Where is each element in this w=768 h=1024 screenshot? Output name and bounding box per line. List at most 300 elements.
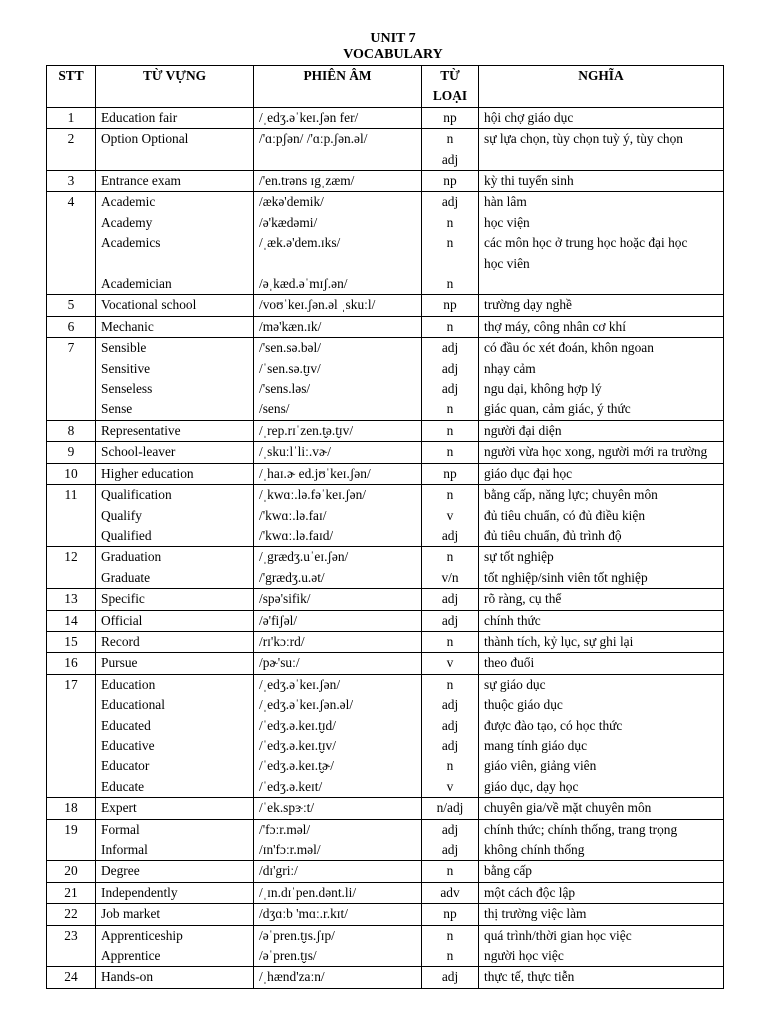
row-number: 12 (47, 547, 96, 589)
meaning-text-cell (479, 925, 724, 967)
word-type: adj (441, 737, 459, 753)
meaning-text-cell (479, 610, 724, 631)
phonetic-text-cell (254, 653, 422, 674)
vocabulary-word: Educational (101, 697, 165, 713)
phonetic-text: /ækə'demik/ (259, 194, 324, 210)
phonetic-text: /voʊˈkeɪ.ʃən.əl ˌskuːl/ (259, 297, 376, 313)
table-row (47, 610, 724, 631)
meaning-text-cell (479, 316, 724, 337)
meaning-text: mang tính giáo dục (484, 737, 588, 753)
meaning-text: rõ ràng, cụ thể (484, 591, 562, 607)
phonetic-text: /ˌgrædʒ.uˈeɪ.ʃən/ (259, 549, 349, 565)
phonetic-text: /əˈpren.t̬ɪs/ (259, 948, 317, 964)
vocabulary-table (46, 65, 724, 989)
vocabulary-word: Sense (101, 401, 133, 417)
phonetic-text: /sens/ (259, 401, 290, 417)
table-row (47, 674, 724, 797)
blank-line (427, 254, 473, 274)
phonetic-text: /ˌhænd'zaːn/ (259, 969, 325, 985)
vocabulary-word-cell (96, 420, 254, 441)
phonetic-text: /ˌedʒ.əˈkeɪ.ʃən fer/ (259, 109, 359, 125)
vocabulary-word: Sensible (101, 340, 147, 356)
word-type: adj (441, 527, 459, 543)
phonetic-text: /mə'kæn.ɪk/ (259, 318, 322, 334)
header-stt: STT (47, 66, 96, 108)
row-number: 17 (47, 674, 96, 797)
meaning-text: người vừa học xong, người mới ra trường (484, 444, 708, 460)
table-row (47, 316, 724, 337)
row-number: 14 (47, 610, 96, 631)
meaning-text: giáo dục, dạy học (484, 778, 579, 794)
phonetic-text: /ˌæk.ə'dem.ɪks/ (259, 235, 341, 251)
vocabulary-word: Independently (101, 884, 178, 900)
word-type-cell (422, 589, 479, 610)
word-type-cell (422, 819, 479, 861)
meaning-text: các môn học ở trung học hoặc đại học (484, 235, 688, 251)
table-row (47, 442, 724, 463)
meaning-text: chính thức; chính thống, trang trọng (484, 821, 678, 837)
phonetic-text: /ˌɪn.dɪˈpen.dənt.li/ (259, 884, 357, 900)
unit-title: UNIT 7 (370, 31, 416, 46)
meaning-text-cell (479, 338, 724, 421)
meaning-text: chính thức (484, 612, 541, 628)
phonetic-text: /ˌkwɑː.lə.fəˈkeɪ.ʃən/ (259, 487, 367, 503)
meaning-text-cell (479, 420, 724, 441)
word-type: adj (441, 717, 459, 733)
meaning-text-cell (479, 192, 724, 295)
table-row (47, 295, 724, 316)
word-type: np (443, 465, 457, 481)
phonetic-text-cell (254, 171, 422, 192)
meaning-text: kỳ thi tuyển sinh (484, 173, 574, 189)
meaning-text: quá trình/thời gian học việc (484, 927, 632, 943)
vocabulary-word-cell (96, 610, 254, 631)
meaning-text-cell (479, 463, 724, 484)
vocabulary-word: Official (101, 612, 143, 628)
word-type-cell (422, 610, 479, 631)
meaning-text: thợ máy, công nhân cơ khí (484, 318, 626, 334)
row-number: 24 (47, 967, 96, 988)
header-meaning: NGHĨA (479, 66, 724, 108)
vocabulary-word: Mechanic (101, 318, 154, 334)
meaning-text: sự lựa chọn, tùy chọn tuỳ ý, tùy chọn (484, 131, 683, 147)
meaning-text: thành tích, kỷ lục, sự ghi lại (484, 633, 634, 649)
word-type: v (446, 778, 454, 794)
word-type: n (446, 927, 454, 943)
vocabulary-word: Education (101, 676, 156, 692)
word-type-cell (422, 925, 479, 967)
vocabulary-word: Educator (101, 758, 150, 774)
word-type: n (446, 235, 454, 251)
phonetic-text-cell (254, 442, 422, 463)
phonetic-text-cell (254, 925, 422, 967)
table-row (47, 192, 724, 295)
word-type: n (446, 948, 454, 964)
phonetic-text: /ˌedʒ.əˈkeɪ.ʃən/ (259, 676, 341, 692)
phonetic-text-cell (254, 192, 422, 295)
meaning-text: người đại diện (484, 422, 562, 438)
table-row (47, 547, 724, 589)
vocabulary-word: Representative (101, 422, 181, 438)
phonetic-text-cell (254, 463, 422, 484)
vocabulary-word: Qualified (101, 527, 152, 543)
meaning-text: được đào tạo, có học thức (484, 717, 623, 733)
phonetic-text: /dɪ'griː/ (259, 863, 298, 879)
table-row (47, 338, 724, 421)
phonetic-text: /'grædʒ.u.ət/ (259, 569, 325, 585)
meaning-text: hội chợ giáo dục (484, 109, 574, 125)
vocabulary-word: Senseless (101, 381, 153, 397)
phonetic-text-cell (254, 338, 422, 421)
meaning-text-cell (479, 631, 724, 652)
phonetic-text-cell (254, 967, 422, 988)
row-number: 7 (47, 338, 96, 421)
vocabulary-word-cell (96, 967, 254, 988)
word-type: adj (441, 842, 459, 858)
vocabulary-word-cell (96, 631, 254, 652)
word-type: n (446, 487, 454, 503)
word-type: adv (440, 884, 460, 900)
vocabulary-word-cell (96, 171, 254, 192)
phonetic-text: /ˌhaɪ.ɚ ed.jʊˈkeɪ.ʃən/ (259, 465, 371, 481)
phonetic-text-cell (254, 819, 422, 861)
meaning-text: thuộc giáo dục (484, 697, 563, 713)
word-type: adj (441, 340, 459, 356)
meaning-text: sự tốt nghiệp (484, 549, 554, 565)
vocabulary-word: Formal (101, 821, 140, 837)
phonetic-text: /ə'fiʃəl/ (259, 612, 298, 628)
word-type: adj (441, 969, 459, 985)
phonetic-text: /ˈek.spɝːt/ (259, 800, 315, 816)
meaning-text: chuyên gia/về mặt chuyên môn (484, 800, 652, 816)
word-type: n (446, 444, 454, 460)
word-type: n (446, 758, 454, 774)
phonetic-text-cell (254, 129, 422, 171)
word-type: adj (441, 821, 459, 837)
word-type: n/adj (436, 800, 464, 816)
phonetic-text-cell (254, 547, 422, 589)
phonetic-text-cell (254, 485, 422, 547)
phonetic-text-cell (254, 882, 422, 903)
vocabulary-word-cell (96, 547, 254, 589)
table-row (47, 861, 724, 882)
vocabulary-word-cell (96, 925, 254, 967)
phonetic-text: /ˈedʒ.ə.keɪ.t̬ɪd/ (259, 717, 336, 733)
vocabulary-word: Qualify (101, 507, 142, 523)
word-type-cell (422, 295, 479, 316)
word-type: adj (441, 697, 459, 713)
table-row (47, 904, 724, 925)
meaning-text-cell (479, 589, 724, 610)
table-body (47, 107, 724, 988)
meaning-text-cell (479, 295, 724, 316)
phonetic-text: /'sen.sə.bəl/ (259, 340, 321, 356)
row-number: 1 (47, 107, 96, 128)
vocabulary-word-cell (96, 463, 254, 484)
word-type-cell (422, 631, 479, 652)
phonetic-text: /'ɑːpʃən/ /'ɑːp.ʃən.əl/ (259, 131, 368, 147)
blank-line (101, 254, 248, 274)
word-type-cell (422, 129, 479, 171)
phonetic-text: /ɪn'fɔːr.məl/ (259, 842, 321, 858)
table-row (47, 589, 724, 610)
meaning-text-cell (479, 653, 724, 674)
vocabulary-word: Educated (101, 717, 151, 733)
vocabulary-word: Vocational school (101, 297, 197, 313)
vocabulary-word: Entrance exam (101, 173, 181, 189)
row-number: 2 (47, 129, 96, 171)
phonetic-text: /ˌedʒ.əˈkeɪ.ʃən.əl/ (259, 697, 354, 713)
word-type-cell (422, 547, 479, 589)
vocabulary-word: Pursue (101, 655, 138, 671)
vocabulary-word-cell (96, 485, 254, 547)
table-row (47, 631, 724, 652)
row-number: 4 (47, 192, 96, 295)
meaning-text: theo đuổi (484, 655, 535, 671)
phonetic-text: /ˈsen.sə.t̬ɪv/ (259, 360, 321, 376)
vocabulary-word: Option Optional (101, 131, 189, 147)
phonetic-text: /'kwɑː.lə.faɪ/ (259, 507, 327, 523)
meaning-text-cell (479, 171, 724, 192)
word-type-cell (422, 463, 479, 484)
vocabulary-word: Educative (101, 737, 155, 753)
word-type: n (446, 318, 454, 334)
word-type: n (446, 131, 454, 147)
vocabulary-word: Education fair (101, 109, 178, 125)
vocabulary-word-cell (96, 904, 254, 925)
phonetic-text: /əˌkæd.əˈmɪʃ.ən/ (259, 276, 348, 292)
meaning-text: trường dạy nghề (484, 297, 572, 313)
table-row (47, 882, 724, 903)
phonetic-text: /pɚ'suː/ (259, 655, 300, 671)
vocabulary-word-cell (96, 129, 254, 171)
vocabulary-word: Record (101, 633, 140, 649)
phonetic-text-cell (254, 674, 422, 797)
word-type: adj (441, 591, 459, 607)
vocabulary-word-cell (96, 192, 254, 295)
row-number: 9 (47, 442, 96, 463)
word-type-cell (422, 882, 479, 903)
vocabulary-word-cell (96, 589, 254, 610)
meaning-text: đủ tiêu chuẩn, có đủ điều kiện (484, 507, 646, 523)
phonetic-text-cell (254, 798, 422, 819)
meaning-text-cell (479, 674, 724, 797)
word-type-cell (422, 338, 479, 421)
phonetic-text-cell (254, 295, 422, 316)
meaning-text-cell (479, 442, 724, 463)
vocabulary-word: Apprentice (101, 948, 161, 964)
meaning-text: bằng cấp, năng lực; chuyên môn (484, 487, 658, 503)
vocabulary-word: Higher education (101, 465, 194, 481)
row-number: 10 (47, 463, 96, 484)
phonetic-text: /ˈedʒ.ə.keɪ.t̬ɚ/ (259, 758, 334, 774)
word-type-cell (422, 192, 479, 295)
phonetic-text: /'en.trəns ɪgˌzæm/ (259, 173, 355, 189)
meaning-text: thị trường việc làm (484, 906, 587, 922)
vocabulary-word: Graduate (101, 569, 151, 585)
word-type-cell (422, 420, 479, 441)
word-type: n (446, 863, 454, 879)
meaning-text-cell (479, 904, 724, 925)
word-type-cell (422, 904, 479, 925)
phonetic-text: /'fɔːr.məl/ (259, 821, 311, 837)
word-type-cell (422, 316, 479, 337)
table-row (47, 420, 724, 441)
word-type: adj (441, 360, 459, 376)
phonetic-text-cell (254, 631, 422, 652)
phonetic-text: /əˈpren.t̬ɪs.ʃɪp/ (259, 927, 335, 943)
vocabulary-word: Expert (101, 800, 137, 816)
word-type: n (446, 549, 454, 565)
word-type-cell (422, 967, 479, 988)
table-row (47, 463, 724, 484)
vocabulary-word-cell (96, 798, 254, 819)
phonetic-text: /ˌskuːlˈliː.vɚ/ (259, 444, 332, 460)
word-type: n (446, 401, 454, 417)
vocabulary-word: Academic (101, 194, 156, 210)
meaning-text-cell (479, 798, 724, 819)
meaning-text-cell (479, 861, 724, 882)
vocabulary-word: Apprenticeship (101, 927, 183, 943)
meaning-text: hàn lâm (484, 194, 527, 210)
word-type: adj (441, 612, 459, 628)
meaning-text: học viên (484, 255, 530, 271)
meaning-text-cell (479, 129, 724, 171)
row-number: 11 (47, 485, 96, 547)
phonetic-text-cell (254, 610, 422, 631)
table-row (47, 967, 724, 988)
blank-line (259, 254, 416, 274)
vocabulary-word: School-leaver (101, 444, 176, 460)
row-number: 22 (47, 904, 96, 925)
phonetic-text: /ˈedʒ.ə.keɪt/ (259, 778, 323, 794)
table-row (47, 653, 724, 674)
meaning-text: đủ tiêu chuẩn, đủ trình độ (484, 527, 622, 543)
word-type: v (446, 655, 454, 671)
word-type: np (443, 173, 457, 189)
meaning-text-cell (479, 882, 724, 903)
meaning-text-cell (479, 107, 724, 128)
vocabulary-word: Qualification (101, 487, 172, 503)
meaning-text-cell (479, 819, 724, 861)
vocabulary-word-cell (96, 316, 254, 337)
phonetic-text-cell (254, 589, 422, 610)
meaning-text: không chính thống (484, 842, 585, 858)
row-number: 21 (47, 882, 96, 903)
word-type: n (446, 633, 454, 649)
vocabulary-word: Academician (101, 276, 172, 292)
vocabulary-word: Educate (101, 778, 145, 794)
phonetic-text: /ə'kædəmi/ (259, 214, 318, 230)
word-type: adj (441, 194, 459, 210)
meaning-text-cell (479, 967, 724, 988)
word-type: n (446, 676, 454, 692)
row-number: 23 (47, 925, 96, 967)
vocabulary-word-cell (96, 819, 254, 861)
vocabulary-word-cell (96, 442, 254, 463)
row-number: 15 (47, 631, 96, 652)
row-number: 5 (47, 295, 96, 316)
meaning-text: giáo viên, giảng viên (484, 758, 597, 774)
word-type: v/n (441, 569, 459, 585)
row-number: 18 (47, 798, 96, 819)
table-row (47, 819, 724, 861)
vocabulary-word-cell (96, 861, 254, 882)
phonetic-text-cell (254, 861, 422, 882)
vocabulary-word: Academy (101, 214, 153, 230)
word-type: adj (441, 151, 459, 167)
phonetic-text: /'kwɑː.lə.faɪd/ (259, 527, 334, 543)
header-word-type: TỪ LOẠI (422, 66, 479, 108)
meaning-text: thực tế, thực tiễn (484, 969, 575, 985)
table-row (47, 485, 724, 547)
table-row (47, 171, 724, 192)
row-number: 8 (47, 420, 96, 441)
phonetic-text-cell (254, 107, 422, 128)
vocabulary-word: Degree (101, 863, 140, 879)
word-type: n (446, 276, 454, 292)
word-type: np (443, 297, 457, 313)
meaning-text: tốt nghiệp/sinh viên tốt nghiệp (484, 569, 648, 585)
meaning-text: người học việc (484, 948, 564, 964)
header-phonetic: PHIÊN ÂM (254, 66, 422, 108)
word-type: n (446, 422, 454, 438)
meaning-text: nhạy cảm (484, 360, 536, 376)
phonetic-text: /dʒɑːb 'mɑː.r.kɪt/ (259, 906, 348, 922)
vocabulary-word: Job market (101, 906, 161, 922)
word-type-cell (422, 107, 479, 128)
meaning-text-cell (479, 485, 724, 547)
phonetic-text-cell (254, 420, 422, 441)
vocabulary-word: Sensitive (101, 360, 151, 376)
phonetic-text: /spə'sifik/ (259, 591, 311, 607)
vocabulary-word-cell (96, 882, 254, 903)
row-number: 20 (47, 861, 96, 882)
word-type: n (446, 214, 454, 230)
header-vocabulary: TỪ VỰNG (96, 66, 254, 108)
row-number: 16 (47, 653, 96, 674)
table-row (47, 798, 724, 819)
word-type-cell (422, 653, 479, 674)
table-row (47, 107, 724, 128)
table-row (47, 129, 724, 171)
row-number: 13 (47, 589, 96, 610)
meaning-text: giáo dục đại học (484, 465, 573, 481)
word-type: adj (441, 381, 459, 397)
meaning-text: bằng cấp (484, 863, 532, 879)
vocabulary-word-cell (96, 653, 254, 674)
vocabulary-word: Informal (101, 842, 148, 858)
word-type-cell (422, 485, 479, 547)
vocabulary-word: Hands-on (101, 969, 154, 985)
header-row (47, 66, 724, 108)
phonetic-text: /ˈedʒ.ə.keɪ.t̬ɪv/ (259, 737, 336, 753)
meaning-text: giác quan, cảm giác, ý thức (484, 401, 631, 417)
vocabulary-word: Specific (101, 591, 145, 607)
phonetic-text-cell (254, 904, 422, 925)
meaning-text: có đầu óc xét đoán, khôn ngoan (484, 340, 654, 356)
meaning-text: một cách độc lập (484, 884, 576, 900)
vocabulary-word-cell (96, 674, 254, 797)
meaning-text: ngu dại, không hợp lý (484, 381, 602, 397)
vocabulary-title: VOCABULARY (343, 47, 443, 62)
table-row (47, 925, 724, 967)
word-type-cell (422, 861, 479, 882)
phonetic-text: /rɪ'kɔːrd/ (259, 633, 305, 649)
phonetic-text-cell (254, 316, 422, 337)
vocabulary-word-cell (96, 295, 254, 316)
meaning-text-cell (479, 547, 724, 589)
